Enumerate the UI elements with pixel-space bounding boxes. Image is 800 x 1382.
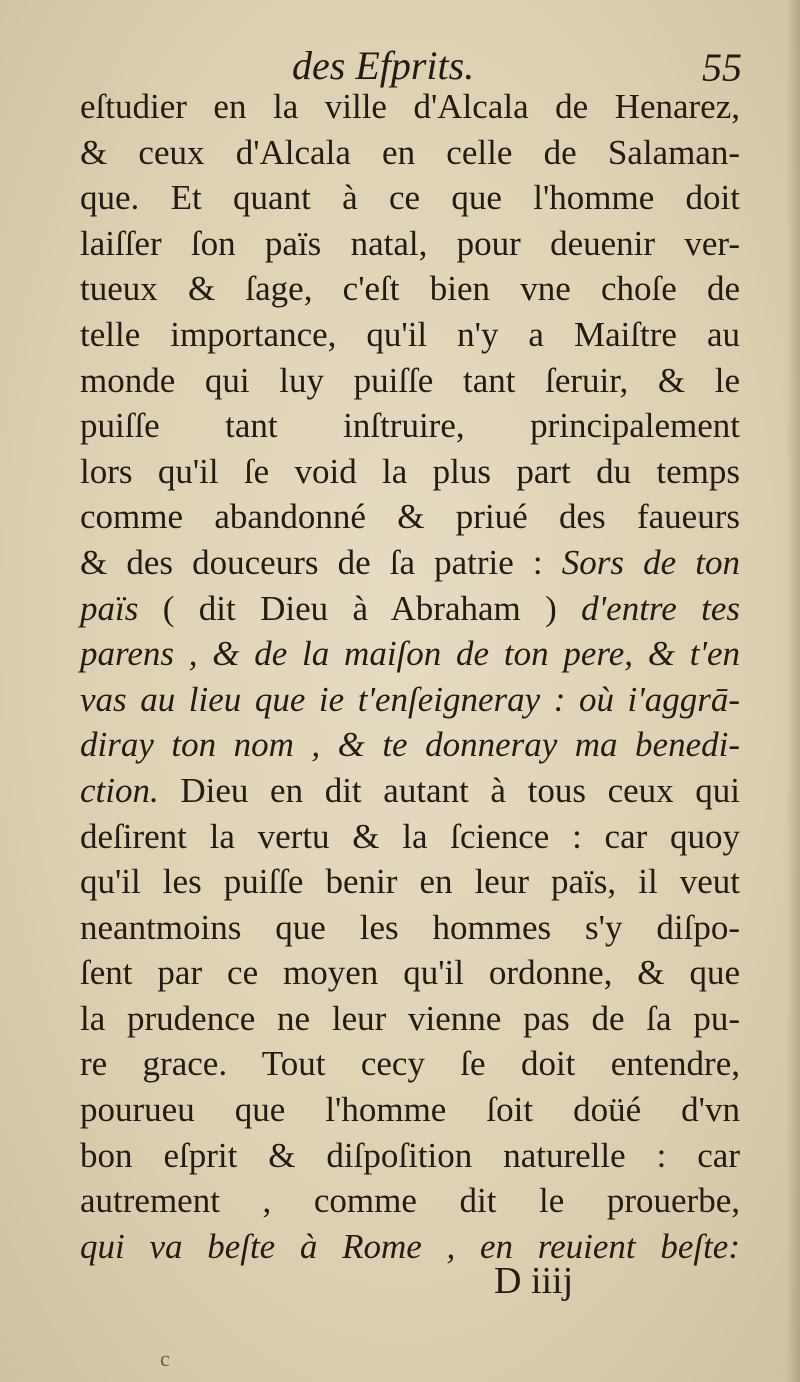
signature-mark: D iiij	[494, 1260, 574, 1302]
text-line	[80, 814, 740, 860]
text-line	[80, 768, 740, 814]
text-line	[80, 312, 740, 358]
text-line	[80, 175, 740, 221]
text-line	[80, 586, 740, 632]
text-line	[80, 631, 740, 677]
text-line	[80, 905, 740, 951]
text-line	[80, 358, 740, 404]
text-line	[80, 403, 740, 449]
text-line	[80, 1178, 740, 1224]
roman-segment: telle importance, qu'il n'y a Maiſtre au	[80, 314, 740, 354]
roman-segment: eſtudier en la ville d'Alcala de Henarez,	[80, 87, 740, 126]
text-line	[80, 130, 740, 176]
text-line	[80, 859, 740, 905]
text-line	[80, 722, 740, 768]
text-line	[80, 996, 740, 1042]
italic-segment: ction.	[80, 770, 159, 810]
italic-segment: parens , & de la maiſon de ton pere, & t'en	[80, 634, 740, 674]
roman-segment: puiſſe tant inſtruire, principalement	[80, 406, 740, 446]
roman-segment: ſent par ce moyen qu'il ordonne, & que	[80, 953, 740, 993]
text-line	[80, 84, 740, 130]
italic-segment: Sors de ton	[561, 542, 741, 582]
text-line	[80, 1133, 740, 1179]
roman-segment: comme abandonné & priué des faueurs	[80, 497, 740, 537]
body-text	[80, 84, 740, 1269]
roman-segment: deſirent la vertu & la ſcience : car quoy	[80, 816, 740, 856]
text-line	[80, 677, 740, 723]
text-line	[80, 494, 740, 540]
roman-segment: re grace. Tout cecy ſe doit entendre,	[80, 1044, 740, 1084]
running-head: des Efprits.	[292, 43, 475, 88]
roman-segment: que. Et quant à ce que l'homme doit	[80, 178, 740, 218]
italic-segment: qui va beſte à Rome , en reuient beſte:	[80, 1226, 740, 1266]
roman-segment: & des douceurs de ſa patrie :	[80, 542, 543, 582]
text-line	[80, 449, 740, 495]
stray-mark: c	[160, 1346, 170, 1371]
roman-segment: la prudence ne leur vienne pas de ſa pu-	[80, 998, 740, 1038]
roman-segment: neantmoins que les hommes s'y diſpo-	[80, 907, 740, 947]
roman-segment: monde qui luy puiſſe tant ſeruir, & le	[80, 360, 740, 400]
roman-segment: ( dit Dieu à Abraham )	[162, 588, 557, 628]
roman-segment: Dieu en dit autant à tous ceux qui	[180, 770, 740, 810]
text-line	[80, 950, 740, 996]
italic-segment: d'entre tes	[581, 588, 741, 628]
roman-segment: qu'il les puiſſe benir en leur païs, il veut	[80, 862, 740, 902]
italic-segment: vas au lieu que ie t'enſeigneray : où i'aggrā-	[80, 679, 740, 719]
text-line	[80, 266, 740, 312]
roman-segment: & ceux d'Alcala en celle de Salaman-	[80, 132, 740, 172]
roman-segment: laiſſer ſon païs natal, pour deuenir ver-	[80, 223, 740, 263]
text-line	[80, 1041, 740, 1087]
text-line	[80, 1087, 740, 1133]
roman-segment: bon eſprit & diſpoſition naturelle : car	[80, 1135, 740, 1175]
text-line	[80, 221, 740, 267]
italic-segment: diray ton nom , & te donneray ma benedi-	[80, 725, 740, 765]
roman-segment: lors qu'il ſe void la plus part du temps	[80, 451, 740, 491]
page-number: 55	[702, 45, 742, 90]
text-line	[80, 540, 740, 586]
roman-segment: autrement , comme dit le prouerbe,	[80, 1181, 740, 1221]
roman-segment: pourueu que l'homme ſoit doüé d'vn	[80, 1090, 740, 1130]
text-line	[80, 1224, 740, 1270]
italic-segment: païs	[80, 588, 139, 628]
page-edge-shadow	[786, 0, 800, 1382]
roman-segment: tueux & ſage, c'eſt bien vne choſe de	[80, 269, 740, 309]
